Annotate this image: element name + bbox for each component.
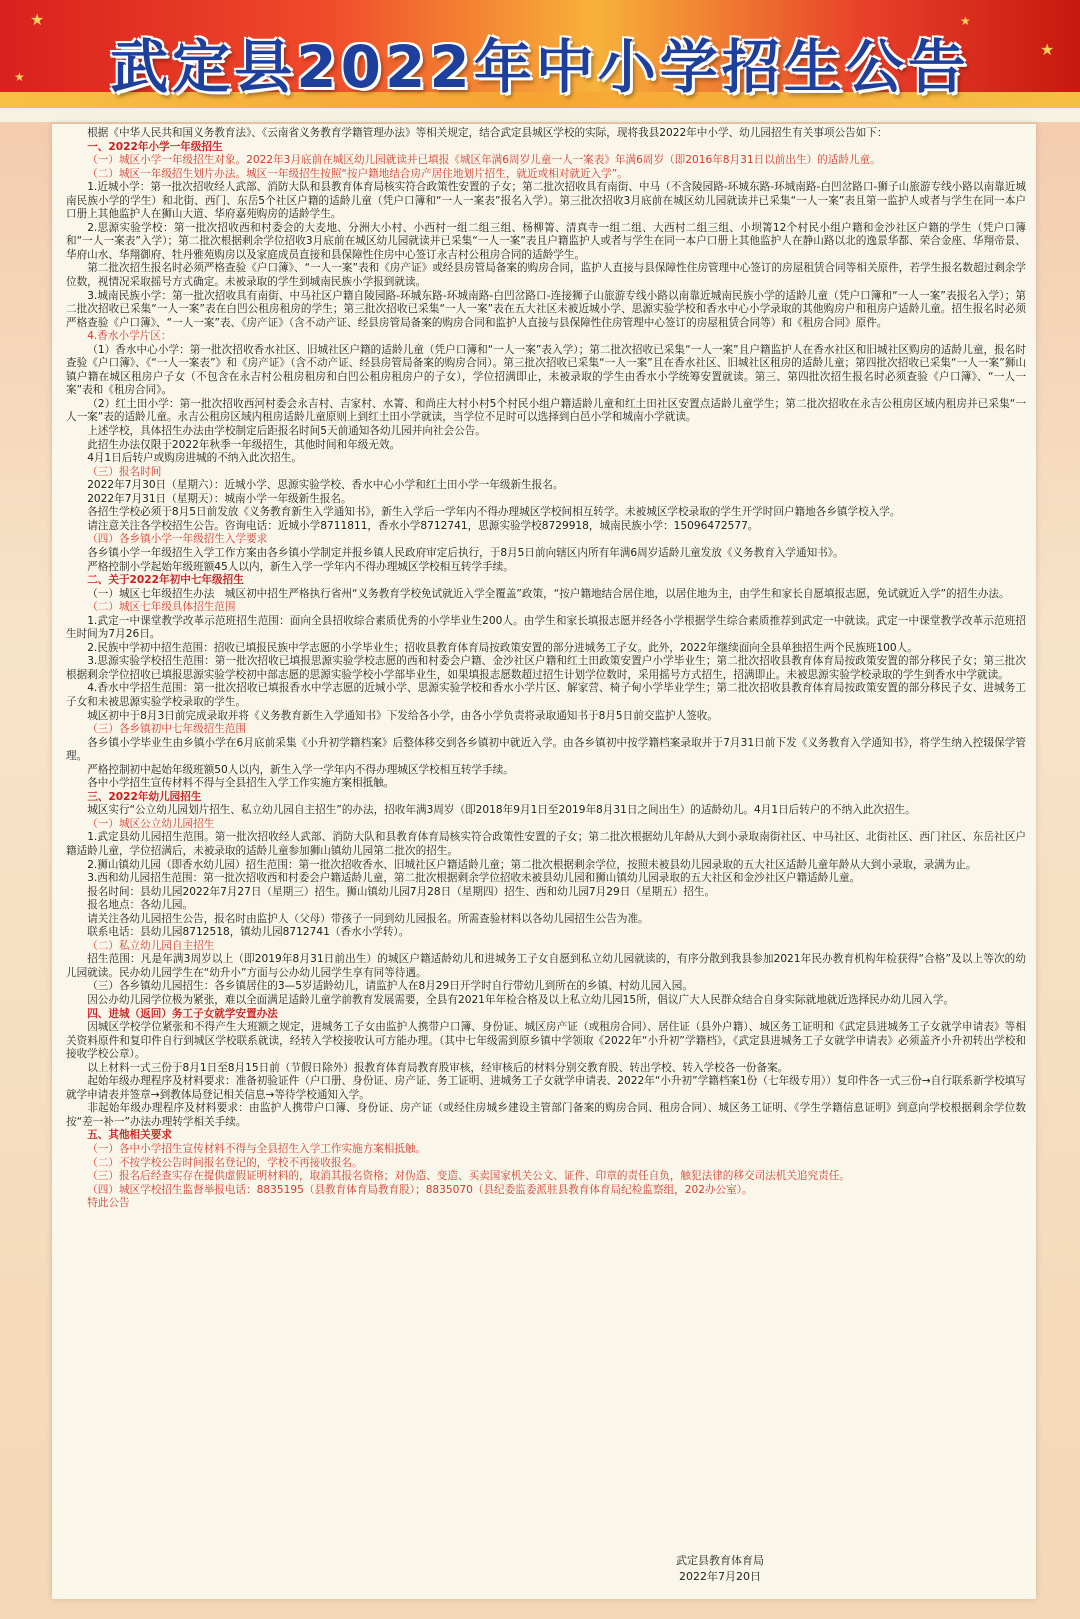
paragraph: 2022年7月30日（星期六）：近城小学、思源实验学校、香水中心小学和红土田小学一年级新生报名。	[87, 479, 564, 492]
subsection-heading: （二）不按学校公告时间报名登记的，学校不再接收报名。	[87, 1156, 363, 1169]
banner-light-stripe	[0, 108, 1080, 122]
paragraph: 1.武定县幼儿园招生范围。第一批次招收经人武部、消防大队和县教育体育局核实符合政策性安置的子女；第二批次根据幼儿年龄从大到小录取南街社区、中马社区、北街社区、西门社区、东岳社区户籍适龄儿童，学位招满后，未被录取的适龄儿童参加狮山镇幼儿园第二批次的招生。	[66, 831, 1026, 857]
section-heading: 四、进城（返回）务工子女就学安置办法	[87, 1007, 278, 1020]
paragraph: 以上材料一式三份于8月1日至8月15日前（节假日除外）报教育体育局教育股审核，经审核后的材料分别交教育股、转出学校、转入学校各一份备案。	[87, 1061, 789, 1074]
paragraph: 各招生学校必须于8月5日前发放《义务教育新生入学通知书》，新生入学后一学年内不得办理城区学校间相互转学。未被城区学校录取的学生开学时回户籍地各乡镇学校入学。	[87, 506, 901, 519]
paragraph: 报名地点：各幼儿园。	[87, 899, 194, 912]
paragraph: （1）香水中心小学：第一批次招收香水社区、旧城社区户籍的适龄儿童（凭户口簿和“一人一案”表入学）；第二批次招收已采集“一人一案”且户籍监护人在香水社区和旧城社区购房的适龄儿童，报名时查验《户口簿》、《“一人一案表”》和《房产证》（含不动产证、经县房管局备案的购房合同）。第三批次招收已采集“一人一案”且在香水社区、旧城社区租房的适龄儿童；第四批次招收已采集“一人一案”狮山镇户籍在城区租房户子女（不包含在永吉村公租房租房和白凹公租房租房户的子女），学位招满即止，未被录取的学生由香水小学统筹安置就读。第三、第四批次招生报名时必须查验《户口簿》、“一人一案”表和《租房合同》。	[66, 343, 1026, 397]
paragraph: 严格控制小学起始年级班额45人以内，新生入学一学年内不得办理城区学校相互转学手续。	[87, 560, 514, 573]
paragraph: 请注意关注各学校招生公告。咨询电话：近城小学8711811，香水小学8712741，思源实验学校8729918，城南民族小学：15096472577。	[87, 519, 759, 532]
paragraph: （一）城区七年级招生办法 城区初中招生严格执行省州“义务教育学校免试就近入学全覆盖”政策，“按户籍地结合居住地，以居住地为主，由学生和家长自愿填报志愿，免试就近入学”的招生办法。	[87, 587, 1010, 600]
paragraph: 上述学校，具体招生办法由学校制定后距报名时间5天前通知各幼儿园并向社会公告。	[87, 425, 486, 438]
subsection-heading: 4.香水小学片区：	[87, 330, 172, 343]
paragraph: 2.思源实验学校：第一批次招收西和村委会的大麦地、分洲大小村、小西村一组二组三组、杨柳箐、清真寺一组二组、大西村二组三组、小坝箐12个村民小组户籍和金沙社区户籍的学生（凭户口簿和“一人一案表”入学）；第二批次根据剩余学位招收3月底前在城区幼儿园就读并已采集“一人一案”表且户籍监护人或者与学生在同一本户口册上其他监护人在静山路以北的逸景华都、荣合金座、华翔帝景、华府山水、华翔御府、牡丹雅苑购房以及家庭成员直接和县保障性住房中心签订永吉村公租房合同的适龄学生。	[66, 221, 1026, 261]
section-heading: 二、关于2022年初中七年级招生	[87, 574, 244, 587]
star-icon: ★	[14, 70, 25, 84]
paragraph: （2）红土田小学：第一批次招收西河村委会永吉村、吉家村、水箐、和尚庄大村小村5个村民小组户籍适龄儿童和红土田社区安置点适龄儿童学生；第二批次招收在永吉公租房区域内租房并已采集“一人一案”表的适龄儿童。永吉公租房区域内租房适龄儿童原则上到红土田小学就读，当学位不足时可以选择到白邑小学和城南小学就读。	[66, 397, 1026, 424]
paragraph: 第二批次招生报名时必须严格查验《户口簿》、“一人一案”表和《房产证》或经县房管局备案的购房合同，监护人直接与县保障性住房管理中心签订的房屋租赁合同等相关原件，若学生报名数超过剩余学位数，视情况采取摇号方式确定。未被录取的学生到城南民族小学报到就读。	[66, 262, 1026, 289]
paragraph: 各乡镇小学毕业生由乡镇小学在6月底前采集《小升初学籍档案》后整体移交到各乡镇初中就近入学。由各乡镇初中按学籍档案录取并于7月31日前下发《义务教育入学通知书》，将学生纳入控辍保学管理。	[66, 736, 1026, 763]
paragraph: 联系电话：县幼儿园8712518，镇幼儿园8712741（香水小学转）。	[87, 926, 410, 939]
paragraph: 因城区学校学位紧张和不得产生大班额之规定，进城务工子女由监护人携带户口簿、身份证、城区房产证（或租房合同）、居住证（县外户籍）、城区务工证明和《武定县进城务工子女就学申请表》等相关资料原件和复印件自行到城区学校联系就读，经转入学校接收认可方能办理。（其中七年级需到原乡镇中学领取《2022年“小升初”学籍档》，《武定县进城务工子女就学申请表》必须盖齐小升初转出学校和接收学校公章）。	[66, 1021, 1026, 1061]
paragraph: 招生范围：凡是年满3周岁以上（即2019年8月31日前出生）的城区户籍适龄幼儿和进城务工子女自愿到私立幼儿园就读的，有序分散到我县参加2021年民办教育机构年检获得“合格”及以上等次的幼儿园就读。民办幼儿园学生在“幼升小”方面与公办幼儿园学生享有同等待遇。	[66, 953, 1026, 979]
star-icon: ★	[30, 10, 45, 29]
star-icon: ★	[1040, 40, 1055, 59]
subsection-heading: （一）各中小学招生宣传材料不得与全县招生入学工作实施方案相抵触。	[87, 1143, 427, 1156]
signature-date: 2022年7月20日	[679, 1570, 761, 1583]
paragraph: 3.城南民族小学：第一批次招收具有南街、中马社区户籍自陵园路-环城东路-环城南路-白凹岔路口-连接狮子山旅游专线小路以南靠近城南民族小学的适龄儿童（凭户口簿和“一人一案”表报名入学）；第二批次招收已采集“一人一案”表在白凹公租房租房的学生；第三批次招收已采集“一人一案”表在五大社区未被近城小学、思源实验学校和香水中心小学录取的其他购房户和租房户适龄儿童。招生报名时必须严格查验《户口簿》、“一人一案”表、《房产证》（含不动产证、经县房管局备案的购房合同和监护人直接与县保障性住房管理中心签订的房屋租赁合同等）和《租房合同》原件。	[66, 289, 1026, 329]
subsection-heading: （一）城区公立幼儿园招生	[87, 817, 215, 830]
subsection-heading: 特此公告	[87, 1197, 130, 1210]
paragraph: 严格控制初中起始年级班额50人以内，新生入学一学年内不得办理城区学校相互转学手续。	[87, 763, 514, 776]
paragraph: 3.西和幼儿园招生范围：第一批次招收西和村委会户籍适龄儿童，第二批次根据剩余学位招收未被县幼儿园和狮山镇幼儿园录取的五大社区和金沙社区户籍适龄儿童。	[87, 872, 861, 885]
subsection-heading: （二）城区七年级具体招生范围	[87, 601, 236, 614]
paragraph: 此招生办法仅限于2022年秋季一年级招生，其他时间和年级无效。	[87, 438, 401, 451]
star-icon: ★	[960, 14, 971, 28]
paragraph: （三）各乡镇幼儿园招生：各乡镇居住的3—5岁适龄幼儿，请监护人在8月29日开学时自行带幼儿到所在的乡镇、村幼儿园入园。	[87, 980, 693, 993]
section-heading: 一、2022年小学一年级招生	[87, 140, 223, 153]
subsection-heading: （三）报名后经查实存在提供虚假证明材料的，取消其报名资格；对伪造、变造、买卖国家机关公文、证件、印章的责任自负，触犯法律的移交司法机关追究责任。	[87, 1170, 850, 1183]
paragraph: 2.狮山镇幼儿园（即香水幼儿园）招生范围：第一批次招收香水、旧城社区户籍适龄儿童；第二批次根据剩余学位，按照未被县幼儿园录取的五大社区适龄儿童年龄从大到小录取，录满为止。	[87, 858, 977, 871]
paragraph: 根据《中华人民共和国义务教育法》、《云南省义务教育学籍管理办法》等相关规定，结合武定县城区学校的实际，现将我县2022年中小学、幼儿园招生有关事项公告如下：	[87, 127, 888, 139]
subsection-heading: （四）各乡镇小学一年级招生入学要求	[87, 533, 268, 546]
paragraph: 1.武定一中课堂教学改革示范班招生范围：面向全县招收综合素质优秀的小学毕业生200人。由学生和家长填报志愿并经各小学根据学生综合素质推荐到武定一中就读。武定一中课堂教学改革示范班招生时间为7月26日。	[66, 614, 1026, 641]
page-title: 武定县2022年中小学招生公告	[110, 33, 970, 101]
paragraph: 2.民族中学初中招生范围：招收已填报民族中学志愿的小学毕业生；招收县教育体育局按政策安置的部分进城务工子女。此外，2022年继续面向全县单独招生两个民族班100人。	[87, 641, 918, 654]
paragraph: 因公办幼儿园学位极为紧张，难以全面满足适龄儿童学前教育发展需要，全县有2021年年检合格及以上私立幼儿园15所，倡议广大人民群众结合自身实际就地就近选择民办幼儿园入学。	[87, 994, 954, 1006]
subsection-heading: （三）各乡镇初中七年级招生范围	[87, 723, 247, 736]
paragraph: 请关注各幼儿园招生公告，报名时由监护人（父母）带孩子一同到幼儿园报名。所需查验材料以各幼儿园招生公告为准。	[87, 912, 649, 925]
paragraph: 各中小学招生宣传材料不得与全县招生入学工作实施方案相抵触。	[87, 777, 395, 790]
section-heading: 三、2022年幼儿园招生	[87, 790, 202, 803]
paragraph: 各乡镇小学一年级招生入学工作方案由各乡镇小学制定并报乡镇人民政府审定后执行，于8月5日前向辖区内所有年满6周岁适龄儿童发放《义务教育入学通知书》。	[87, 546, 844, 559]
subsection-heading: （二）私立幼儿园自主招生	[87, 939, 215, 952]
paragraph: 3.思源实验学校招生范围：第一批次招收已填报思源实验学校志愿的西和村委会户籍、金沙社区户籍和红土田政策安置户小学毕业生；第二批次招收县教育体育局按政策安置的部分移民子女；第三批次根据剩余学位招收已填报思源实验学校初中部志愿的思源实验学校小学部毕业生，如果填报志愿数超过招生计划学位数时，采用摇号方式招生，招满即止。未被思源实验学校录取的学生到香水中学就读。	[66, 655, 1026, 681]
paragraph: 城区实行“公立幼儿园划片招生、私立幼儿园自主招生”的办法，招收年满3周岁（即2018年9月1日至2019年8月31日之间出生）的适龄幼儿。4月1日后转户的不纳入此次招生。	[87, 804, 916, 817]
subsection-heading: （三）报名时间	[87, 465, 162, 478]
subsection-heading: （一）城区小学一年级招生对象。2022年3月底前在城区幼儿园就读并已填报《城区年满6周岁儿童一人一案表》年满6周岁（即2016年8月31日以前出生）的适龄儿童。	[87, 154, 881, 167]
subsection-heading: （二）城区一年级招生划片办法。城区一年级招生按照“按户籍地结合房产居住地划片招生，就近或相对就近入学”。	[87, 167, 628, 180]
paragraph: 城区初中于8月3日前完成录取并将《义务教育新生入学通知书》下发给各小学，由各小学负责将录取通知书于8月5日前交监护人签收。	[87, 709, 718, 722]
paragraph: 起始年级办理程序及材料要求：准备初验证件（户口册、身份证、房产证、务工证明、进城务工子女就学申请表、2022年“小升初”学籍档案1份（七年级专用））复印件各一式三份→自行联系新学校填写就学申请表并签章→到教体局登记相关信息→等待学校通知入学。	[66, 1075, 1026, 1101]
signature-org: 武定县教育体育局	[676, 1554, 764, 1567]
paragraph: 2022年7月31日（星期天）：城南小学一年级新生报名。	[87, 492, 352, 505]
paragraph: 4.香水中学招生范围：第一批次招收已填报香水中学志愿的近城小学、思源实验学校和香水小学片区、解家营、椅子甸小学毕业学生；第二批次招收县教育体育局按政策安置的部分移民子女、进城务工子女和未被思源实验学校录取的学生。	[66, 682, 1026, 708]
notice-body	[66, 127, 1026, 1211]
subsection-heading: （四）城区学校招生监督举报电话：8835195（县教育体育局教育股）；8835070（县纪委监委派驻县教育体育局纪检监察组，202办公室）。	[87, 1183, 753, 1196]
paragraph: 4月1日后转户或购房进城的不纳入此次招生。	[87, 452, 302, 465]
paragraph: 非起始年级办理程序及材料要求：由监护人携带户口簿、身份证、房产证（或经住房城乡建设主管部门备案的购房合同、租房合同）、城区务工证明、《学生学籍信息证明》到意向学校根据剩余学位数按“差一补一”办法办理转学相关手续。	[66, 1102, 1026, 1128]
paragraph: 1.近城小学：第一批次招收经人武部、消防大队和县教育体育局核实符合政策性安置的子女；第二批次招收具有南街、中马（不含陵园路-环城东路-环城南路-白凹岔路口-狮子山旅游专线小路以南靠近城南民族小学的学生）和北街、西门、东岳5个社区户籍的适龄儿童（凭户口簿和“一人一案表”报名入学）。第三批次招收3月底前在城区幼儿园就读并已采集“一人一案”表且第一监护人或者与学生在同一本户口册上其他监护人在狮山大道、华府嘉苑购房的适龄学生。	[66, 181, 1026, 221]
paragraph: 报名时间：县幼儿园2022年7月27日（星期三）招生。狮山镇幼儿园7月28日（星期四）招生、西和幼儿园7月29日（星期五）招生。	[87, 885, 716, 898]
section-heading: 五、其他相关要求	[87, 1129, 172, 1142]
